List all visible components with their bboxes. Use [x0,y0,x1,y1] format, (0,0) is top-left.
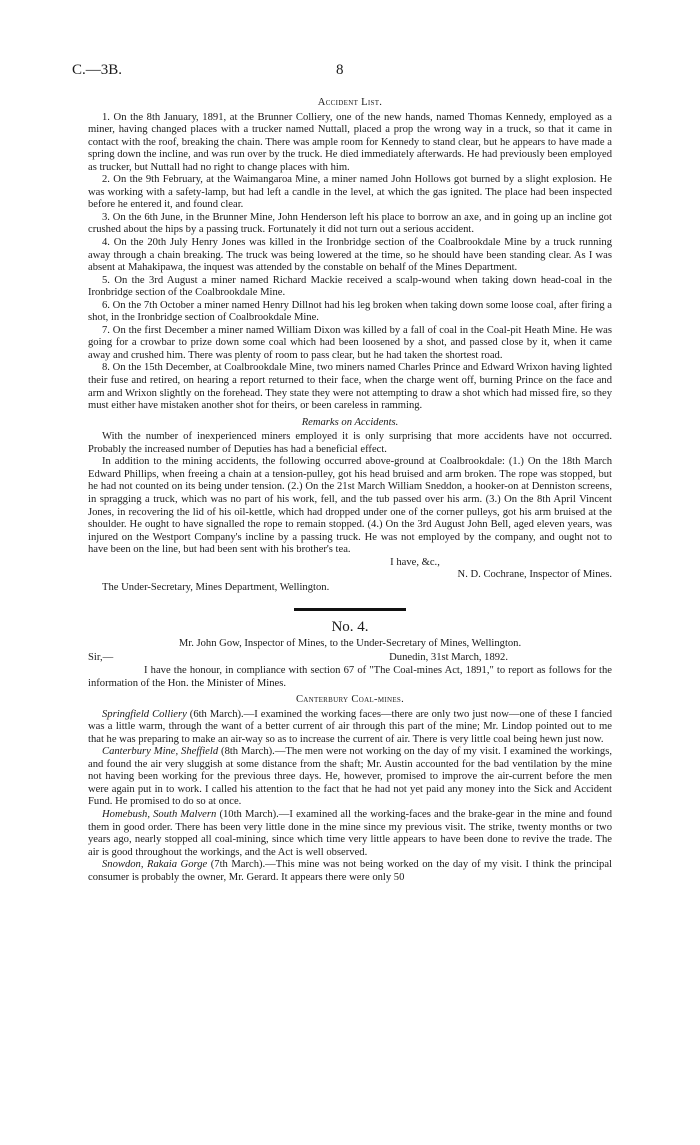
letter-closing: I have, &c., [390,556,440,568]
page-content [88,97,612,884]
letter-intro: Mr. John Gow, Inspector of Mines, to the Under-Secretary of Mines, Wellington. [178,637,522,649]
mine-entry [88,859,612,884]
mine-entry [88,809,612,859]
page-number: 8 [336,62,344,78]
dateline: Dunedin, 31st March, 1892. [389,652,508,664]
mine-report: (8th March).—The men were not working on the day of my visit. I examined the workings, and found the air very sluggish at some distance from the shaft; Mr. Austin accounted for the bad ventilation by the mine not having been working for the previous three days. He, however, promised to improve the air-current before the men were again put in to work. I called his attention to the fact that he had not yet paid any money into the Sick and Accident Fund. He promised to do so at once. [88,746,612,808]
mine-name: Homebush, South Malvern [102,808,217,820]
section-divider [294,608,406,611]
mine-name: Snowdon, Rakaia Gorge [102,859,208,871]
salutation: Sir,— [88,652,114,664]
remarks-heading: Remarks on Accidents. [301,416,399,428]
remarks-paragraph: In addition to the mining accidents, the following occurred above-ground at Coalbrookdale: (1.) On the 18th March Edward Phillips, when freeing a chain at a tension-pulley, got his head bruised and arm broken. The rope was stopped, but he had not counted on its being under tension. (2.) On the 21st March William Sneddon, a hooker-on at Denniston screens, in spragging a truck, which was no part of his work, fell, and the tub passed over his arm. (3.) On the 8th April Vincent Jones, in recovering the lid of his oil-kettle, which had dropped under one of the corner pulleys, got his arm bruised at the shoulder. He ought to have signalled the rope to remain stopped. (4.) On the 3rd August John Bell, aged eleven years, was injured on the Westport Company's incline by a passing truck. He was not employed by the company, and ought not to have been on the line, but had been sent with his brother's tea. [88,456,612,556]
accident-item: 7. On the first December a miner named William Dixon was killed by a fall of coal in the Coal-pit Heath Mine. He was going for a crowbar to prize down some coal which had been loosened by a shot, and passed close by it, when it came away and crushed him. There was plenty of room to pass clear, but he had taken the shortest road. [88,324,612,361]
accident-item: 6. On the 7th October a miner named Henry Dillnot had his leg broken when taking down some loose coal, after firing a shot, in the Ironbridge section of Coalbrookdale Mine. [88,299,612,324]
inspector-signature: N. D. Cochrane, Inspector of Mines. [457,569,612,581]
mine-entry [88,709,612,747]
report-reference: C.—3B. [72,62,123,78]
page-header [72,64,628,84]
accident-item: 3. On the 6th June, in the Brunner Mine, John Henderson left his place to borrow an axe, and in going up an incline got crushed about the hips by a passing truck. Fortunately it did not turn out a serious accident. [88,211,612,236]
addressee: The Under-Secretary, Mines Department, Wellington. [102,581,330,593]
salutation-row [88,652,612,665]
mine-report: (10th March).—I examined all the working-faces and the brake-gear in the mine and found them in good order. There has been very little done in the mine since my previous visit. The strike, twenty months or two years ago, nearly stopped all coal-mining, since which time very little appears to have been done to revive the trade. The air is good throughout the workings, and the Act is well observed. [88,808,612,858]
accident-item: 8. On the 15th December, at Coalbrookdale Mine, two miners named Charles Prince and Edward Wrixon having lighted their fuse and retired, on hearing a report returned to their face, when the charge went off, burning Prince on the face and arm and Wrixon slightly on the forehead. They state they were not attempting to draw a shot which had missed fire, so they must either have mistaken another shot for theirs, or been careless in ramming. [88,362,612,412]
document-number: No. 4. [331,619,369,636]
mine-entry [88,746,612,809]
accident-list-heading: Accident List. [317,97,383,108]
mine-name: Canterbury Mine, Sheffield [102,746,219,758]
accident-item: 5. On the 3rd August a miner named Richard Mackie received a scalp-wound when taking down head-coal in the Ironbridge section of the Coalbrookdale Mine. [88,274,612,299]
mine-name: Springfield Colliery [102,708,187,720]
mine-report: (7th March).—This mine was not being worked on the day of my visit. I think the principal consumer is probably the owner, Mr. Gerard. It appears there were only 50 [88,859,612,883]
mine-report: (6th March).—I examined the working faces—there are only two just now—one of these I fancied was a little warm, through the want of a better current of air through this part of the mine; Mr. Lindop pointed out to me that he was preparing to make an air-way so as to increase the current of air. There is very little coal being hewn just now. [88,708,613,745]
letter-opening: I have the honour, in compliance with section 67 of "The Coal-mines Act, 1891," to report as follows for the information of the Hon. the Minister of Mines. [88,664,612,689]
remarks-paragraph: With the number of inexperienced miners employed it is only surprising that more accidents have not occurred. Probably the increased number of Deputies has had a beneficial effect. [88,431,612,455]
accident-item: 4. On the 20th July Henry Jones was killed in the Ironbridge section of the Coalbrookdale Mine by a truck running away through a chain breaking. The truck was being lowered at the time, so he should have been standing clear. As I was absent at Mahakipawa, the inquest was attended by the constable on behalf of the Mines Department. [88,237,612,274]
accident-item: 1. On the 8th January, 1891, at the Brunner Colliery, one of the new hands, named Thomas Kennedy, employed as a miner, having changed places with a trucker named Nuttall, placed a prop the wrong way in a truck, so that it came in contact with the roof, breaking the chain. There was ample room for Kennedy to stand clear, but he appears to have made a spring down the incline, and was run over by the truck. He died immediately afterwards. He had previously been employed as trucker, but Nuttall had no right to change places with him. [88,111,612,173]
section-heading: Canterbury Coal-mines. [295,694,405,706]
accident-item: 2. On the 9th February, at the Waimangaroa Mine, a miner named John Hollows got burned by a slight explosion. He was working with a safety-lamp, but had left a candle in the level, at which the gas ignited. The place had been inspected before he entered it, and found clear. [88,174,612,211]
